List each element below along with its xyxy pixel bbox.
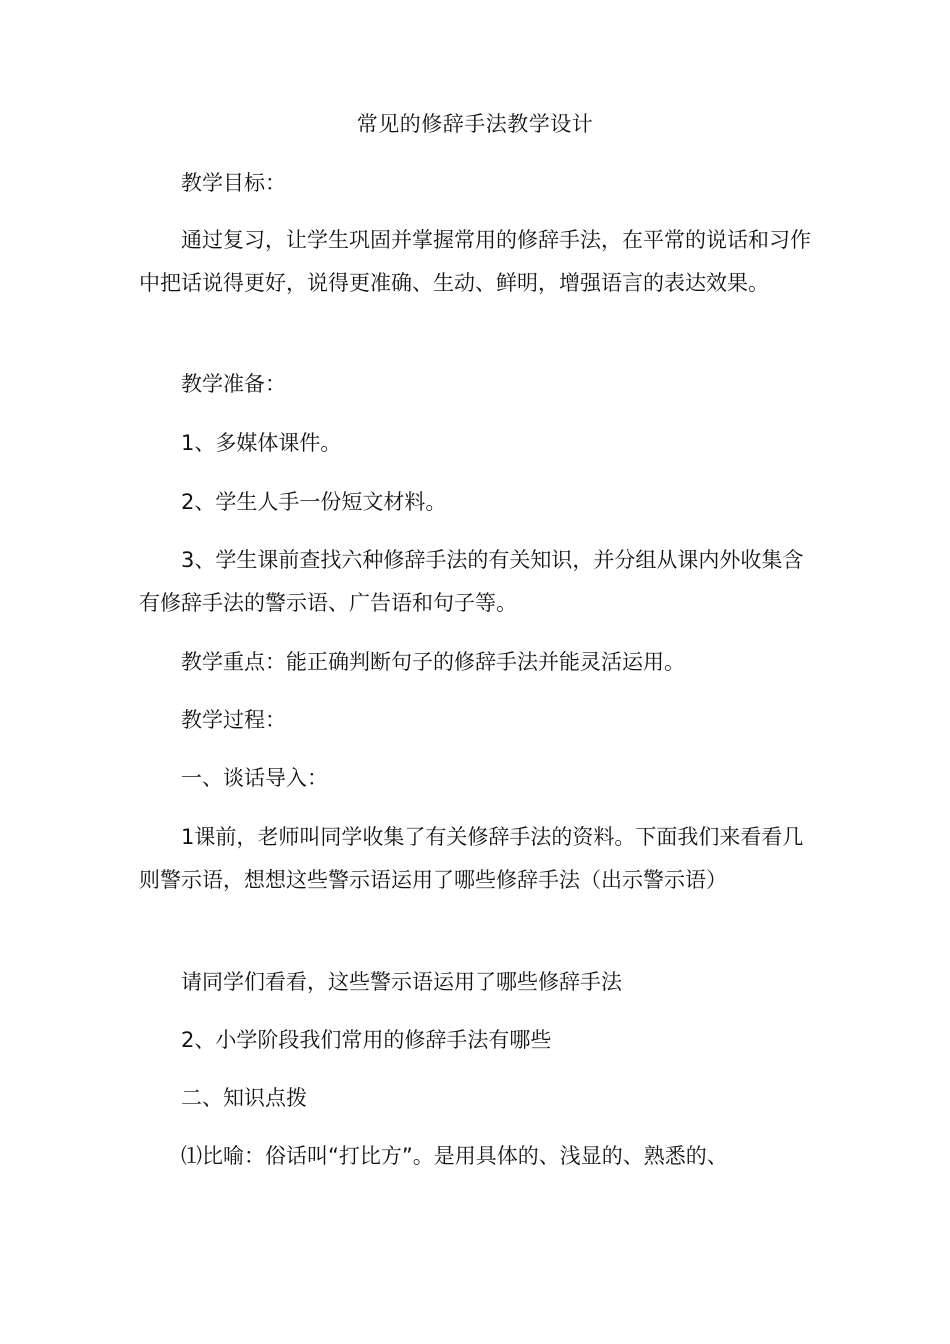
paragraph-teaching-focus: 教学重点：能正确判断句子的修辞手法并能灵活运用。 — [181, 650, 685, 674]
paragraph-metaphor: ⑴比喻：俗话叫“打比方”。是用具体的、浅显的、熟悉的、 — [181, 1144, 728, 1168]
list-item-preparation-1: 1、多媒体课件。 — [181, 431, 342, 455]
paragraph-process-question: 请同学们看看，这些警示语运用了哪些修辞手法 — [181, 970, 622, 994]
heading-teaching-preparation: 教学准备： — [181, 372, 286, 396]
heading-teaching-process: 教学过程： — [181, 708, 286, 732]
paragraph-process-2: 2、小学阶段我们常用的修辞手法有哪些 — [181, 1028, 552, 1052]
paragraph-process-1: 1课前，老师叫同学收集了有关修辞手法的资料。下面我们来看看几则警示语，想想这些警示语运用了哪些修辞手法（出示警示语） — [139, 825, 804, 892]
heading-teaching-goals: 教学目标： — [181, 171, 286, 195]
heading-section-one: 一、谈话导入： — [181, 766, 328, 790]
paragraph-teaching-goals: 通过复习，让学生巩固并掌握常用的修辞手法，在平常的说话和习作中把话说得更好，说得更准确、生动、鲜明，增强语言的表达效果。 — [139, 228, 811, 295]
document-title: 常见的修辞手法教学设计 — [356, 112, 594, 136]
list-item-preparation-2: 2、学生人手一份短文材料。 — [181, 490, 447, 514]
heading-section-two: 二、知识点拨 — [181, 1086, 307, 1110]
list-item-preparation-3: 3、学生课前查找六种修辞手法的有关知识，并分组从课内外收集含有修辞手法的警示语、广告语和句子等。 — [139, 548, 804, 615]
